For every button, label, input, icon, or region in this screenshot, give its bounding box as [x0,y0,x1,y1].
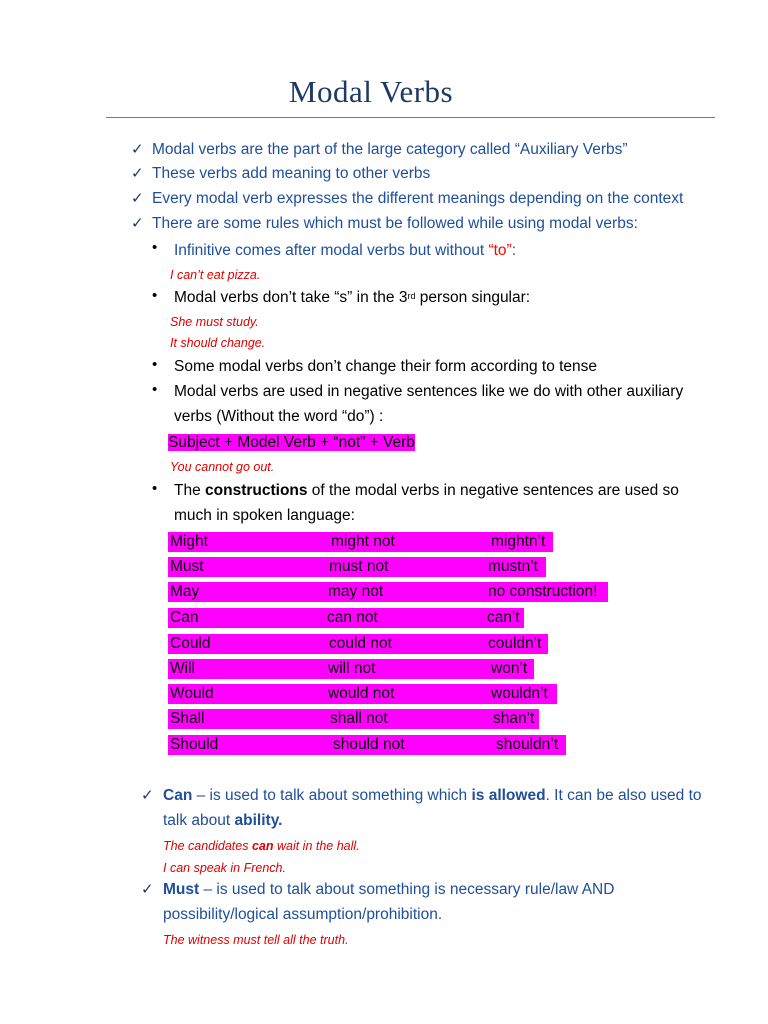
table-cell: Will [170,660,195,677]
must-description [163,879,614,901]
checkmark-icon: ✓ [131,141,144,158]
intro-item: There are some rules which must be followed while using modal verbs: [152,215,638,232]
bullet-icon: • [152,356,158,373]
table-cell: no construction! [488,583,598,600]
description-text: . It can be also used to [545,787,702,804]
example-sentence: The witness must tell all the truth. [163,933,349,947]
table-cell: shall not [330,710,388,727]
table-cell: must not [329,558,389,575]
formula-text: Subject + Model Verb + “not” + Verb [168,434,415,451]
rule-text: of the modal verbs in negative sentences are used so [307,482,679,499]
intro-item: Modal verbs are the part of the large category called “Auxiliary Verbs” [152,141,628,158]
rule-text: Infinitive comes after modal verbs but without [174,242,489,259]
table-cell: can’t [487,609,520,626]
table-cell: mustn’t [488,558,538,575]
table-cell: shan’t [493,710,535,727]
can-description-cont [163,810,282,832]
example-sentence: You cannot go out. [170,460,275,474]
rule-infinitive [174,240,516,262]
bullet-icon: • [152,381,158,398]
rule-tense: Some modal verbs don’t change their form according to tense [174,358,598,375]
table-cell: Would [170,685,214,702]
table-cell: Can [170,609,199,626]
rule-bold: constructions [205,482,308,499]
table-cell: may not [328,583,384,600]
must-description-cont: possibility/logical assumption/prohibition. [163,906,443,923]
checkmark-icon: ✓ [131,190,144,207]
rule-text: Modal verbs don’t take “s” in the 3 [174,289,408,306]
rule-text: person singular: [415,289,531,306]
example-text: wait in the hall. [273,839,360,853]
title-underline [106,117,715,118]
description-text: talk about [163,812,235,829]
example-sentence: I can speak in French. [163,861,286,875]
table-cell: might not [331,533,395,550]
formula [168,432,415,454]
example-sentence: It should change. [170,336,266,350]
description-text: – is used to talk about something is necessary rule/law AND [199,881,615,898]
description-bold: is allowed [471,787,546,804]
rule-keyword: “to” [488,242,512,259]
example-text: The candidates [163,839,252,853]
rule-negative: Modal verbs are used in negative sentences like we do with other auxiliary [174,383,684,400]
table-cell: shouldn’t [496,736,559,753]
table-cell: wouldn’t [491,685,548,702]
rule-text: The [174,482,206,499]
table-cell: should not [333,736,405,753]
page-title: Modal Verbs [288,74,454,109]
example-bold: can [251,839,274,853]
table-cell: Could [170,635,211,652]
rule-colon: : [511,242,517,259]
modal-word: Must [163,881,200,898]
bullet-icon: • [152,287,158,304]
bullet-icon: • [152,480,158,497]
modal-word: Can [163,787,193,804]
table-cell: mightn’t [491,533,546,550]
example-sentence: She must study. [170,315,259,329]
table-cell: can not [327,609,378,626]
table-cell: could not [329,635,392,652]
checkmark-icon: ✓ [141,787,154,804]
intro-item: These verbs add meaning to other verbs [152,165,431,182]
table-cell: Might [170,533,208,550]
rule-constructions-cont: much in spoken language: [174,507,355,524]
superscript: rd [407,291,416,301]
checkmark-icon: ✓ [141,881,154,898]
table-cell: will not [328,660,376,677]
intro-item: Every modal verb expresses the different meanings depending on the context [152,190,684,207]
rule-constructions [174,480,679,502]
table-cell: May [170,583,200,600]
example-sentence [163,835,360,857]
description-text: – is used to talk about something which [192,787,472,804]
table-cell: Must [170,558,204,575]
rule-negative-cont: verbs (Without the word “do”) : [174,408,384,425]
rule-third-person [174,287,530,309]
can-description [163,785,702,807]
table-cell: Should [170,736,219,753]
table-cell: would not [328,685,395,702]
example-sentence: I can’t eat pizza. [170,268,261,282]
table-cell: Shall [170,710,205,727]
table-cell: couldn’t [488,635,542,652]
bullet-icon: • [152,239,158,256]
description-bold: ability. [234,812,283,829]
checkmark-icon: ✓ [131,215,144,232]
table-cell: won’t [491,660,528,677]
checkmark-icon: ✓ [131,165,144,182]
